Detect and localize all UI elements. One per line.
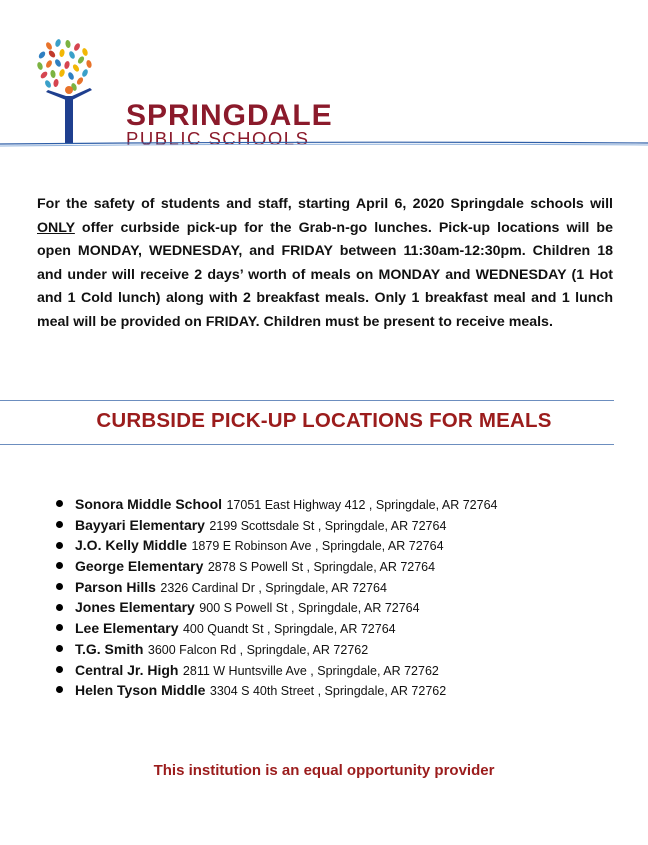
location-item [56,556,498,577]
location-item [56,680,498,701]
location-item [56,597,498,618]
locations-list [56,494,498,701]
bullet-icon [56,583,63,590]
location-item [56,639,498,660]
bullet-icon [56,542,63,549]
bullet-icon [56,562,63,569]
bullet-icon [56,500,63,507]
location-item [56,494,498,515]
location-item [56,515,498,536]
bullet-icon [56,686,63,693]
bullet-icon [56,624,63,631]
location-name: J.O. Kelly Middle [75,537,188,554]
section-divider-top [0,400,614,401]
location-address: 3304 S 40th Street , Springdale, AR 72762 [209,684,447,699]
location-name: Sonora Middle School [75,496,223,512]
intro-text-end: offer curbside pick-up for the Grab-n-go lunches. Pick-up locations will be open MONDAY, WEDNESDAY, and FRIDAY between 11:30am-12:30pm. Children 18 and under will receive 2 days’ worth of meals on MONDAY and WEDNESDAY (1 Hot and 1 Cold lunch) along with 2 breakfast meals. Only 1 breakfast meal and 1 lunch meal will be provided on FRIDAY. Children must be present to receive meals. [37,219,613,330]
location-address: 3600 Falcon Rd , Springdale, AR 72762 [147,642,369,657]
bullet-icon [56,666,63,673]
location-address: 1879 E Robinson Ave , Springdale, AR 72764 [191,539,444,554]
intro-text-start: For the safety of students and staff, starting April 6, 2020 Springdale schools will [37,196,613,212]
location-name: Central Jr. High [75,661,179,678]
district-logo [36,38,333,149]
logo-name: SPRINGDALE [126,99,333,132]
location-item [56,577,498,598]
bullet-icon [56,604,63,611]
intro-only-emphasis: ONLY [37,219,75,236]
section-heading: CURBSIDE PICK-UP LOCATIONS FOR MEALS [96,409,552,432]
bullet-icon [56,521,63,528]
intro-paragraph [37,193,613,334]
location-address: 2811 W Huntsville Ave , Springdale, AR 72762 [182,663,439,678]
location-address: 400 Quandt St , Springdale, AR 72764 [182,622,396,637]
location-name: T.G. Smith [75,640,144,657]
bullet-icon [56,645,63,652]
tree-logo-icon [36,38,116,148]
section-divider-bottom [0,444,614,445]
location-name: Helen Tyson Middle [75,682,206,699]
location-name: Jones Elementary [75,599,195,616]
location-address: 2878 S Powell St , Springdale, AR 72764 [207,560,436,575]
location-address: 2326 Cardinal Dr , Springdale, AR 72764 [160,580,387,595]
location-name: Parson Hills [75,578,156,595]
location-item [56,535,498,556]
header-divider [0,140,648,148]
equal-opportunity-statement: This institution is an equal opportunity provider [153,762,495,779]
location-item [56,660,498,681]
location-name: Bayyari Elementary [75,516,205,533]
location-address: 2199 Scottsdale St , Springdale, AR 72764 [209,518,447,533]
logo-subtitle: PUBLIC SCHOOLS [126,128,310,149]
location-name: Lee Elementary [75,620,179,637]
location-address: 17051 East Highway 412 , Springdale, AR 72764 [226,498,498,512]
location-address: 900 S Powell St , Springdale, AR 72764 [199,601,420,616]
location-name: George Elementary [75,558,204,575]
location-item [56,618,498,639]
